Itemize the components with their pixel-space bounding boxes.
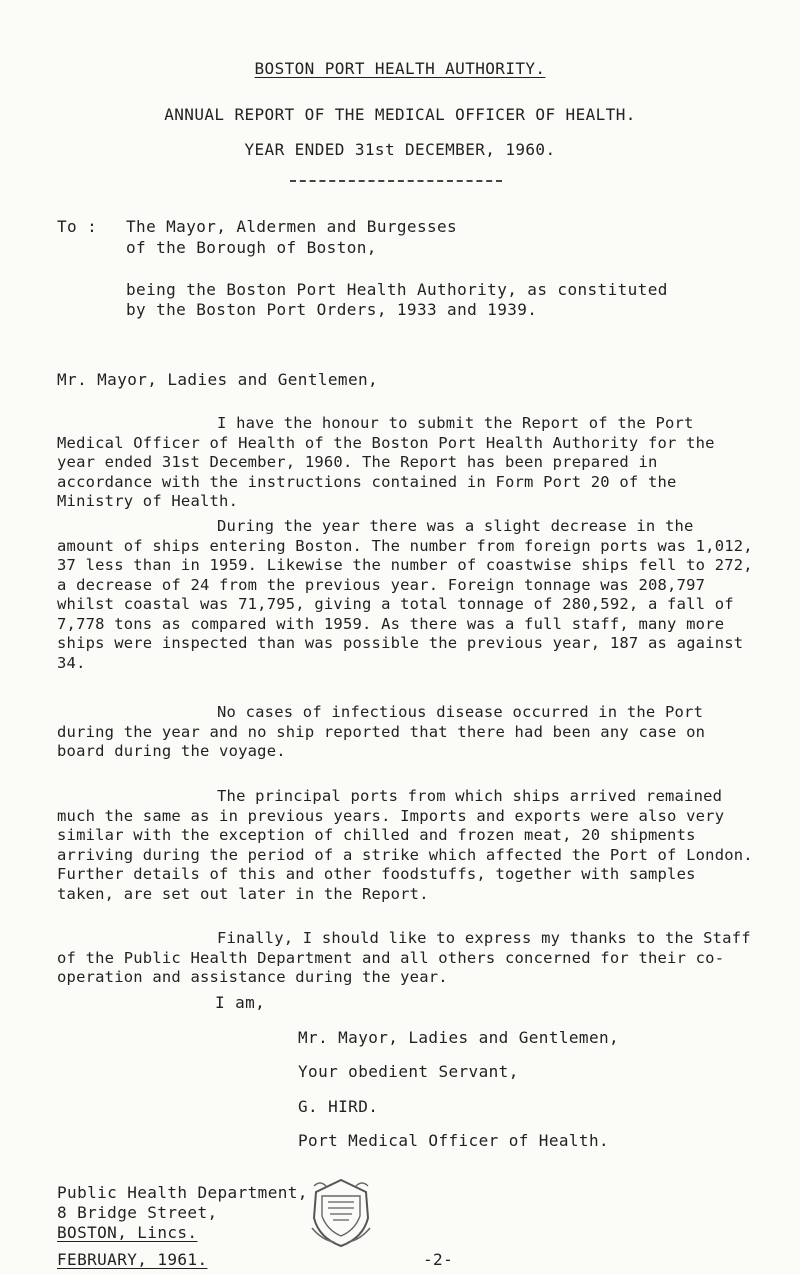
- address-line-3: being the Boston Port Health Authority, as constituted: [126, 280, 668, 299]
- signatory-title: Port Medical Officer of Health.: [298, 1131, 610, 1150]
- footer-date: FEBRUARY, 1961.: [57, 1250, 208, 1269]
- body-paragraph-3: No cases of infectious disease occurred in the Port during the year and no ship reported that there had been any case on board during the voyage.: [57, 703, 706, 760]
- closing-servant: Your obedient Servant,: [298, 1062, 519, 1081]
- to-label: To :: [57, 217, 98, 236]
- body-paragraph-4: The principal ports from which ships arrived remained much the same as in previous years. Imports and exports were also very similar with the exception of chilled and frozen meat, 20 shipments arriving during the period of a strike which affected the Port of London. Further details of this and other foodstuffs, together with samples taken, are set out later in the Report.: [57, 787, 753, 903]
- closing-salutation: Mr. Mayor, Ladies and Gentlemen,: [298, 1028, 620, 1047]
- address-line-4: by the Boston Port Orders, 1933 and 1939.: [126, 300, 538, 319]
- report-period: YEAR ENDED 31st DECEMBER, 1960.: [244, 140, 556, 159]
- body-paragraph-1: I have the honour to submit the Report of the Port Medical Officer of Health of the Boston Port Health Authority for the year ended 31st December, 1960. The Report has been prepared in accordance with the instructions contained in Form Port 20 of the Ministry of Health.: [57, 414, 715, 510]
- body-paragraph-5: Finally, I should like to express my thanks to the Staff of the Public Health Department and all others concerned for their co-operation and assistance during the year.: [57, 929, 751, 986]
- footer-department: Public Health Department,: [57, 1183, 308, 1202]
- closing-i-am: I am,: [215, 993, 266, 1012]
- address-line-2: of the Borough of Boston,: [126, 238, 377, 257]
- body-paragraph-2: During the year there was a slight decrease in the amount of ships entering Boston. The number from foreign ports was 1,012, 37 less than in 1959. Likewise the number of coastwise ships fell to 272, a decrease of 24 from the previous year. Foreign tonnage was 208,797 whilst coastal was 71,795, giving a total tonnage of 280,592, a fall of 7,778 tons as compared with 1959. As there was a full staff, many more ships were inspected than was possible the previous year, 187 as against 34.: [57, 517, 753, 672]
- authority-heading: BOSTON PORT HEALTH AUTHORITY.: [254, 59, 546, 78]
- address-line-1: The Mayor, Aldermen and Burgesses: [126, 217, 458, 236]
- footer-town: BOSTON, Lincs.: [57, 1223, 198, 1242]
- footer-street: 8 Bridge Street,: [57, 1203, 218, 1222]
- salutation: Mr. Mayor, Ladies and Gentlemen,: [57, 370, 379, 389]
- page-number: -2-: [423, 1250, 454, 1269]
- dashed-divider: [290, 180, 502, 182]
- signatory-name: G. HIRD.: [298, 1097, 379, 1116]
- report-title: ANNUAL REPORT OF THE MEDICAL OFFICER OF HEALTH.: [164, 105, 636, 124]
- borough-seal-icon: [308, 1178, 374, 1248]
